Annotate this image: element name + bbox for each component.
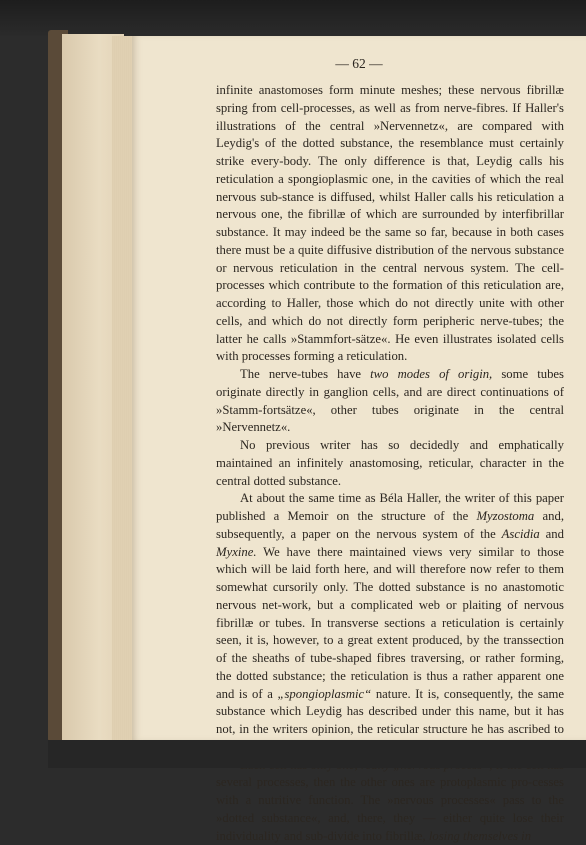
- paragraph: [216, 757, 564, 845]
- italic-text: two modes of origin,: [370, 367, 492, 381]
- page-number: — 62 —: [132, 56, 586, 72]
- italic-text: losing themselves in: [429, 829, 531, 843]
- paragraph: [216, 82, 564, 366]
- text-run: We have there maintained views very similar to those which will be laid forth here, and will therefore now refer to them somewhat cursorily only. The dotted substance is no anastomotic nervous net-work, but a complicated web or plaiting of nervous fibrillæ or tubes. In transverse sections a reticulation is certainly seen, it is, however, to a great extent produced, by the transsection of the sheaths of tube-shaped fibres traversing, or rather forming, the dotted substance; the reticulation is thus a rather apparent one and is of a: [216, 545, 564, 701]
- paragraph: [216, 366, 564, 437]
- book-page: [132, 36, 586, 740]
- text-run: several processes, then the other ones are protoplasmic pro-cesses with a nutritive function. The »nervous processes« pass to the »dotted substance«, and, there, they — either quite lose their individuality and sub-divide into fibrillæ,: [216, 758, 564, 843]
- text-run: No previous writer has so decidedly and emphatically maintained an infinitely anastomosing, reticular, character in the central dotted substance.: [216, 438, 564, 488]
- italic-text: Myzostoma: [476, 509, 534, 523]
- text-run: At about the same time as Béla Haller, the writer of this paper published a Memoir on the structure of the: [216, 491, 564, 523]
- paragraph: [216, 437, 564, 490]
- bottom-background: [48, 740, 586, 768]
- dark-background: [0, 0, 586, 36]
- text-run: nature. It is, consequently, the same substance which Leydig has described under this name, but it has not, in the writers opinion, the reticular structure he has ascribed to: [216, 687, 564, 754]
- text-run: infinite anastomoses form minute meshes; these nervous fibrillæ spring from cell-processes, as well as from nerve-fibres. If Haller's illustrations of the central »Nervennetz«, are compared with Leydig's of the dotted substance, the resemblance must certainly strike every-body. The only difference is that, Leydig calls his reticulation a spongioplasmic one, in the cavities of which the real nervous sub-stance is diffused, whilst Haller calls his reticulation a nervous one, the fibrillæ of which are surrounded by interfibrillar substance. It may indeed be the same so far, because in both cases there must be a quite diffusive distribution of the nervous substance or nervous reticulation in the central nervous system. The cell-processes which contribute to the formation of this reticulation are, according to Haller, those which do not directly unite with other cells, and which do not directly form peripheric nerve-tubes; the latter he calls »Stammfort-sätze«. He even illustrates isolated cells with processes forming a reticulation.: [216, 83, 564, 363]
- italic-text: Ascidia: [502, 527, 540, 541]
- body-text: [216, 82, 564, 845]
- paragraph: [216, 490, 564, 756]
- italic-text: „spongioplasmic“: [277, 687, 371, 701]
- text-run: and: [540, 527, 564, 541]
- italic-text: Myxine.: [216, 545, 257, 559]
- text-run: some tubes originate directly in ganglion cells, and are direct continuations of »Stamm-fortsätze«, other tubes originate in the central »Nervennetz«.: [216, 367, 564, 434]
- text-run: The nerve-tubes have: [240, 367, 370, 381]
- text-run: and, subsequently, a paper on the nervous system of the: [216, 509, 564, 541]
